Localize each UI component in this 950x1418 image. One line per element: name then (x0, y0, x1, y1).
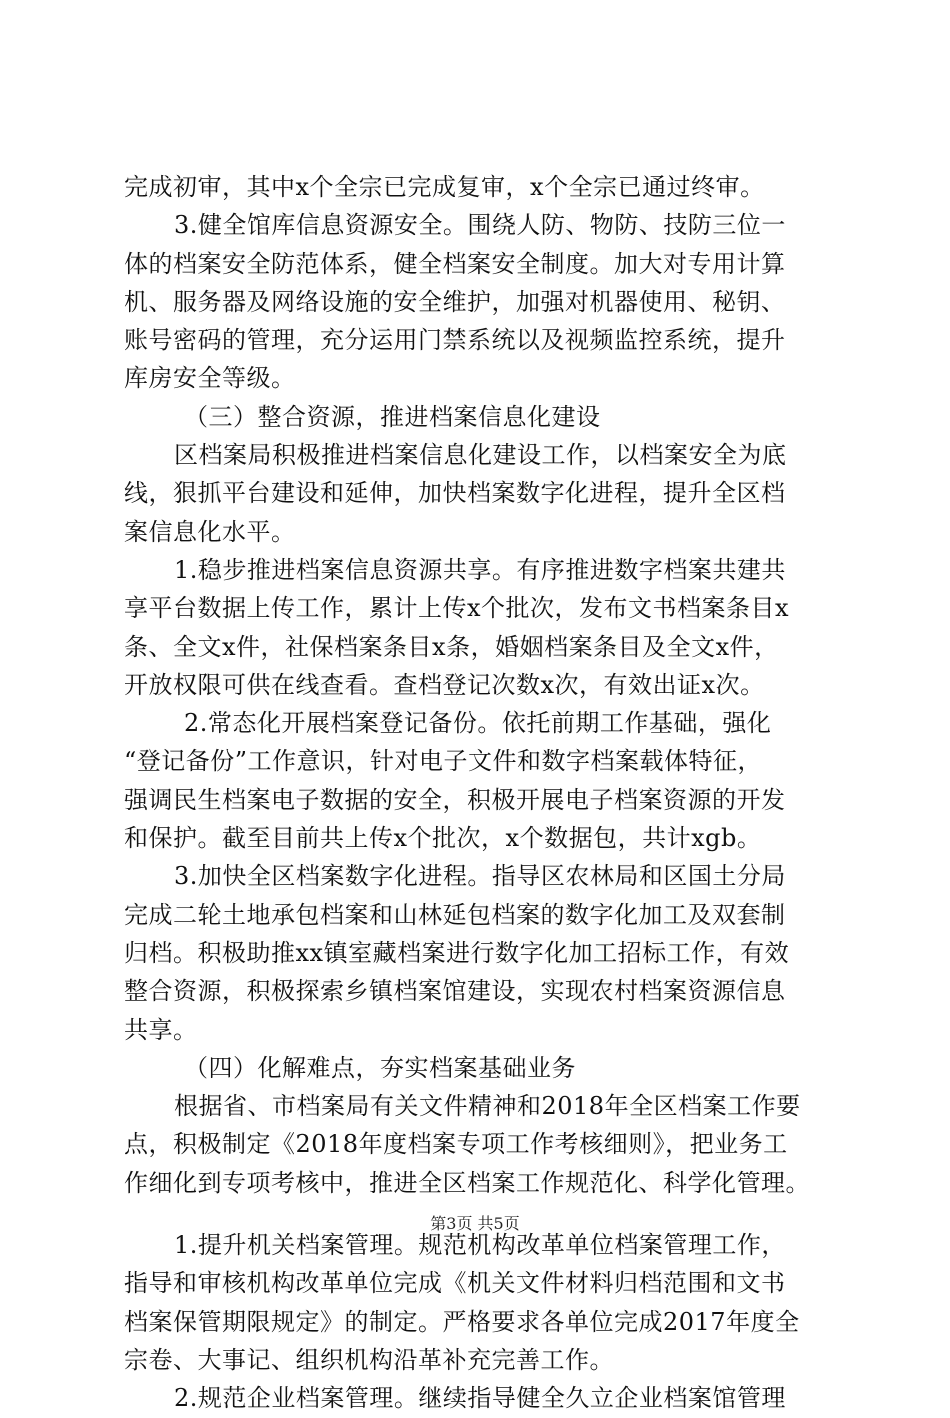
list-item-2-line: 2.规范企业档案管理。继续指导健全久立企业档案馆管理 (174, 1384, 786, 1413)
paragraph-start: 根据省、市档案局有关文件精神和2018年全区档案工作要 (174, 1092, 801, 1121)
page-footer (0, 1213, 950, 1235)
list-item-1-line: 1.提升机关档案管理。规范机构改革单位档案管理工作， (174, 1231, 786, 1260)
text-line: 强调民生档案电子数据的安全，积极开展电子档案资源的开发 (124, 785, 786, 814)
section-heading-3: （三）整合资源，推进档案信息化建设 (184, 402, 601, 431)
text-line: 案信息化水平。 (124, 517, 296, 546)
text-line: 机、服务器及网络设施的安全维护，加强对机器使用、秘钥、 (124, 287, 786, 316)
text-line: 共享。 (124, 1015, 198, 1044)
text-line: 体的档案安全防范体系，健全档案安全制度。加大对专用计算 (124, 249, 786, 278)
text-line: 开放权限可供在线查看。查档登记次数x次，有效出证x次。 (124, 670, 765, 699)
text-line: 完成二轮土地承包档案和山林延包档案的数字化加工及双套制 (124, 900, 786, 929)
list-item-3-line: 3.加快全区档案数字化进程。指导区农林局和区国土分局 (174, 862, 786, 891)
text-line: 宗卷、大事记、组织机构沿革补充完善工作。 (124, 1345, 614, 1374)
text-line: 指导和审核机构改革单位完成《机关文件材料归档范围和文书 (124, 1269, 786, 1298)
page-indicator: 第3页 共5页 (430, 1214, 520, 1233)
text-line: 作细化到专项考核中，推进全区档案工作规范化、科学化管理。 (124, 1168, 810, 1197)
section-heading-4: （四）化解难点，夯实档案基础业务 (184, 1053, 576, 1082)
text-line: 账号密码的管理，充分运用门禁系统以及视频监控系统，提升 (124, 326, 786, 355)
text-line: 完成初审，其中x个全宗已完成复审，x个全宗已通过终审。 (124, 173, 765, 201)
text-line: 点，积极制定《2018年度档案专项工作考核细则》，把业务工 (124, 1130, 788, 1159)
text-line: “登记备份”工作意识，针对电子文件和数字档案载体特征， (124, 747, 763, 776)
list-item-1-line: 1.稳步推进档案信息资源共享。有序推进数字档案共建共 (174, 555, 786, 584)
text-line: 档案保管期限规定》的制定。严格要求各单位完成2017年度全 (124, 1307, 800, 1336)
text-line: 整合资源，积极探索乡镇档案馆建设，实现农村档案资源信息 (124, 977, 786, 1006)
text-line: 线，狠抓平台建设和延伸，加快档案数字化进程，提升全区档 (124, 479, 786, 508)
text-line: 和保护。截至目前共上传x个批次，x个数据包，共计xgb。 (124, 824, 762, 853)
text-line: 归档。积极助推xx镇室藏档案进行数字化加工招标工作，有效 (124, 938, 790, 967)
text-line: 享平台数据上传工作，累计上传x个批次，发布文书档案条目x (124, 594, 790, 623)
list-item-3-line: 3.健全馆库信息资源安全。围绕人防、物防、技防三位一 (174, 211, 786, 240)
text-line: 条、全文x件，社保档案条目x条，婚姻档案条目及全文x件， (124, 632, 779, 661)
list-item-2-line: 2.常态化开展档案登记备份。依托前期工作基础，强化 (184, 709, 772, 738)
text-line: 库房安全等级。 (124, 364, 296, 393)
paragraph-start: 区档案局积极推进档案信息化建设工作，以档案安全为底 (174, 441, 787, 470)
